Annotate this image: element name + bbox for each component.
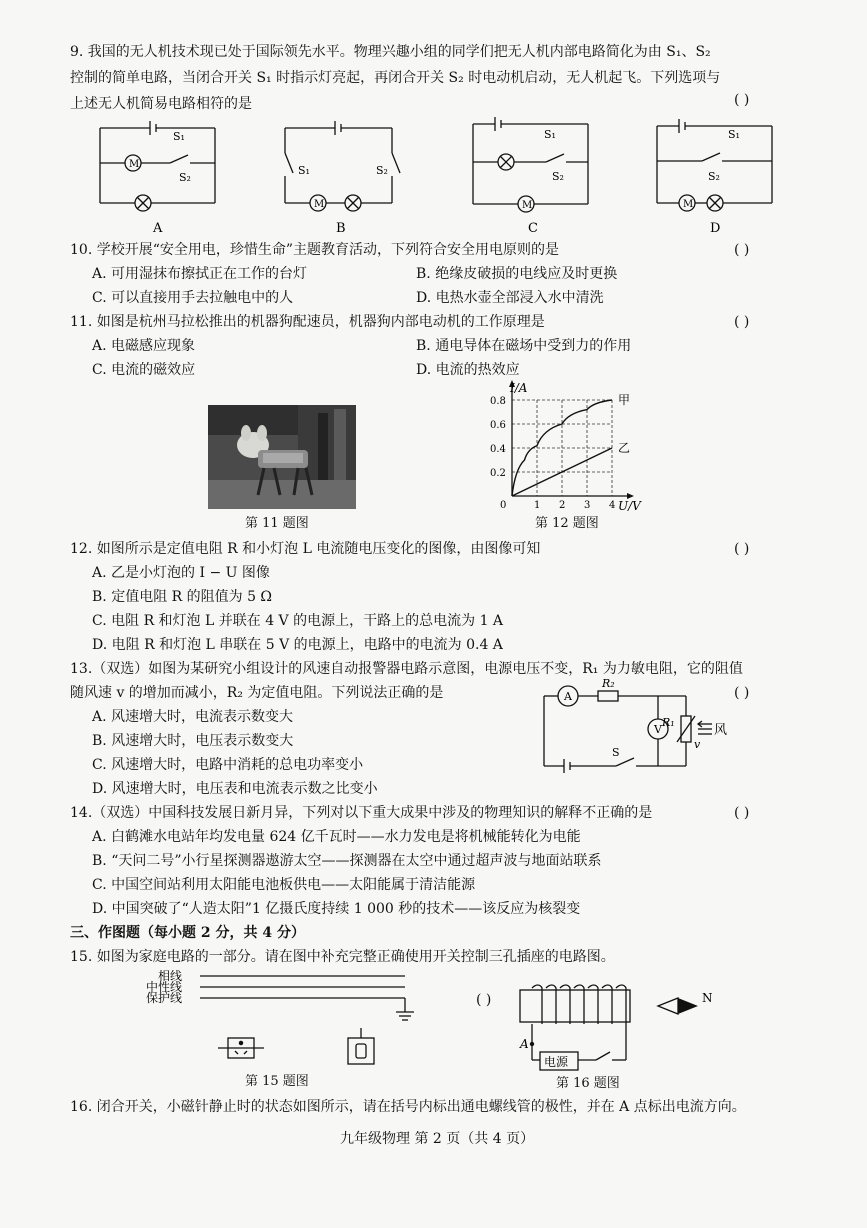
q15-stem: 15. 如图为家庭电路的一部分。请在图中补充完整正确使用开关控制三孔插座的电路图。 <box>70 949 615 965</box>
option-a-label: A <box>153 221 163 236</box>
q16-solenoid-figure <box>510 980 720 1076</box>
motor-label: M <box>683 199 694 210</box>
y-tick-label: 0.6 <box>490 420 506 431</box>
q14-option-d: D. 中国突破了“人造太阳”1 亿摄氏度持续 1 000 秒的技术——该反应为核裂变 <box>92 901 581 917</box>
q13-option-a: A. 风速增大时，电流表示数变大 <box>92 709 294 725</box>
q10-option-d: D. 电热水壶全部浸入水中清洗 <box>416 290 604 306</box>
switch-s1-label: S₁ <box>544 128 556 141</box>
q13-option-d: D. 风速增大时，电压表和电流表示数之比变小 <box>92 781 378 797</box>
switch-s2-label: S₂ <box>552 170 564 183</box>
x-tick-label: 3 <box>584 500 591 511</box>
compass-needle-icon <box>658 998 698 1014</box>
r1-label: R₁ <box>662 716 675 729</box>
series-label-yi: 乙 <box>618 441 631 455</box>
q14-option-c: C. 中国空间站利用太阳能电池板供电——太阳能属于清洁能源 <box>92 877 476 893</box>
q9-stem-line3: 上述无人机简易电路相符的是 <box>70 96 252 112</box>
q11-answer-blank[interactable]: ( ) <box>734 314 750 330</box>
q14-option-b: B. “天问二号”小行星探测器遨游太空——探测器在太空中通过超声波与地面站联系 <box>92 853 602 869</box>
q12-option-b: B. 定值电阻 R 的阻值为 5 Ω <box>92 589 273 605</box>
q14-stem: 14.（双选）中国科技发展日新月异，下列对以下重大成果中涉及的物理知识的解释不正确的是 <box>70 805 653 821</box>
chart-y-axis-label: I/A <box>510 381 528 395</box>
robot-dog-photo <box>208 405 356 509</box>
q13-stem-line2: 随风速 v 的增加而减小，R₂ 为定值电阻。下列说法正确的是 <box>70 685 444 701</box>
q9-circuit-b <box>280 118 410 238</box>
q12-option-c: C. 电阻 R 和灯泡 L 并联在 4 V 的电源上，干路上的总电流为 1 A <box>92 613 504 629</box>
y-tick-label: 0.8 <box>490 396 506 407</box>
switch-s2-label: S₂ <box>376 164 388 177</box>
q9-stem-line1: 9. 我国的无人机技术现已处于国际领先水平。物理兴趣小组的同学们把无人机内部电路简化为由 S₁、S₂ <box>70 44 711 60</box>
q15-home-circuit <box>140 968 430 1068</box>
q10-option-c: C. 可以直接用手去拉触电中的人 <box>92 290 294 306</box>
switch-s-label: S <box>612 746 620 759</box>
option-c-label: C <box>528 221 538 236</box>
ammeter-label: A <box>564 690 572 703</box>
q13-wind-alarm-circuit <box>536 676 736 776</box>
q13-option-b: B. 风速增大时，电压表示数变大 <box>92 733 294 749</box>
north-pole-label: N <box>702 991 713 1005</box>
switch-s2-label: S₂ <box>179 171 191 184</box>
q9-circuit-d <box>652 116 782 238</box>
q9-circuit-c <box>468 114 598 238</box>
q16-stem: 16. 闭合开关，小磁针静止时的状态如图所示，请在括号内标出通电螺线管的极性，并在 A 点标出电流方向。 <box>70 1099 746 1115</box>
chart-axes <box>509 380 634 499</box>
wind-label: 风 <box>714 723 728 738</box>
chart-grid <box>512 400 612 496</box>
q16-pole-blank[interactable]: ( ) <box>476 992 492 1008</box>
neutral-wire-label: 中性线 <box>146 980 183 994</box>
q12-iu-chart <box>490 380 650 512</box>
q10-answer-blank[interactable]: ( ) <box>734 242 750 258</box>
q13-answer-blank[interactable]: ( ) <box>734 685 750 701</box>
q9-circuit-a <box>95 118 225 238</box>
q11-option-a: A. 电磁感应现象 <box>92 338 196 354</box>
switch-s1-label: S₁ <box>728 128 740 141</box>
switch-s1-label: S₁ <box>173 130 185 143</box>
fig15-caption: 第 15 题图 <box>245 1074 309 1089</box>
motor-label: M <box>129 159 140 170</box>
fig12-caption: 第 12 题图 <box>535 516 599 531</box>
q10-stem: 10. 学校开展“安全用电，珍惜生命”主题教育活动，下列符合安全用电原则的是 <box>70 242 560 258</box>
point-a-dot <box>530 1042 534 1046</box>
q13-stem-line1: 13.（双选）如图为某研究小组设计的风速自动报警器电路示意图，电源电压不变，R₁ 为力敏电阻，它的阻值 <box>70 661 743 677</box>
power-source-label: 电源 <box>544 1055 569 1069</box>
motor-label: M <box>314 199 325 210</box>
q10-option-b: B. 绝缘皮破损的电线应及时更换 <box>416 266 618 282</box>
x-tick-label: 4 <box>609 500 616 511</box>
option-b-label: B <box>336 221 346 236</box>
option-d-label: D <box>710 221 721 236</box>
section-3-heading: 三、作图题（每小题 2 分，共 4 分） <box>70 925 305 941</box>
q11-option-d: D. 电流的热效应 <box>416 362 520 378</box>
motor-label: M <box>522 200 533 211</box>
y-tick-label: 0.4 <box>490 444 506 455</box>
r2-label: R₂ <box>602 677 615 690</box>
fig16-caption: 第 16 题图 <box>556 1076 620 1091</box>
q11-stem: 11. 如图是杭州马拉松推出的机器狗配速员，机器狗内部电动机的工作原理是 <box>70 314 545 330</box>
x-tick-label: 0 <box>500 500 507 511</box>
live-wire-label: 相线 <box>158 969 183 983</box>
chart-ticks <box>490 396 615 511</box>
x-tick-label: 2 <box>559 500 566 511</box>
page-footer: 九年级物理 第 2 页（共 4 页） <box>340 1131 535 1147</box>
q9-answer-blank[interactable]: ( ) <box>734 92 750 108</box>
q14-answer-blank[interactable]: ( ) <box>734 805 750 821</box>
q13-option-c: C. 风速增大时，电路中消耗的总电功率变小 <box>92 757 364 773</box>
ground-wire-label: 保护线 <box>146 991 183 1005</box>
q12-option-a: A. 乙是小灯泡的 I − U 图像 <box>92 565 270 581</box>
fig11-caption: 第 11 题图 <box>245 516 309 531</box>
voltmeter-label: V <box>654 723 662 736</box>
q12-stem: 12. 如图所示是定值电阻 R 和小灯泡 L 电流随电压变化的图像，由图像可知 <box>70 541 541 557</box>
switch-s2-label: S₂ <box>708 170 720 183</box>
point-a-label: A <box>520 1037 529 1051</box>
switch-s1-label: S₁ <box>298 164 310 177</box>
series-label-jia: 甲 <box>618 393 631 407</box>
q12-option-d: D. 电阻 R 和灯泡 L 串联在 5 V 的电源上，电路中的电流为 0.4 A <box>92 637 503 653</box>
q11-option-b: B. 通电导体在磁场中受到力的作用 <box>416 338 632 354</box>
wind-speed-label: v <box>694 738 701 751</box>
y-tick-label: 0.2 <box>490 468 506 479</box>
q12-answer-blank[interactable]: ( ) <box>734 541 750 557</box>
q11-option-c: C. 电流的磁效应 <box>92 362 196 378</box>
q14-option-a: A. 白鹤滩水电站年均发电量 624 亿千瓦时——水力发电是将机械能转化为电能 <box>92 829 581 845</box>
chart-x-axis-label: U/V <box>618 499 641 512</box>
q10-option-a: A. 可用湿抹布擦拭正在工作的台灯 <box>92 266 308 282</box>
q9-stem-line2: 控制的简单电路，当闭合开关 S₁ 时指示灯亮起，再闭合开关 S₂ 时电动机启动，无人机起飞。下列选项与 <box>70 70 721 86</box>
x-tick-label: 1 <box>534 500 541 511</box>
